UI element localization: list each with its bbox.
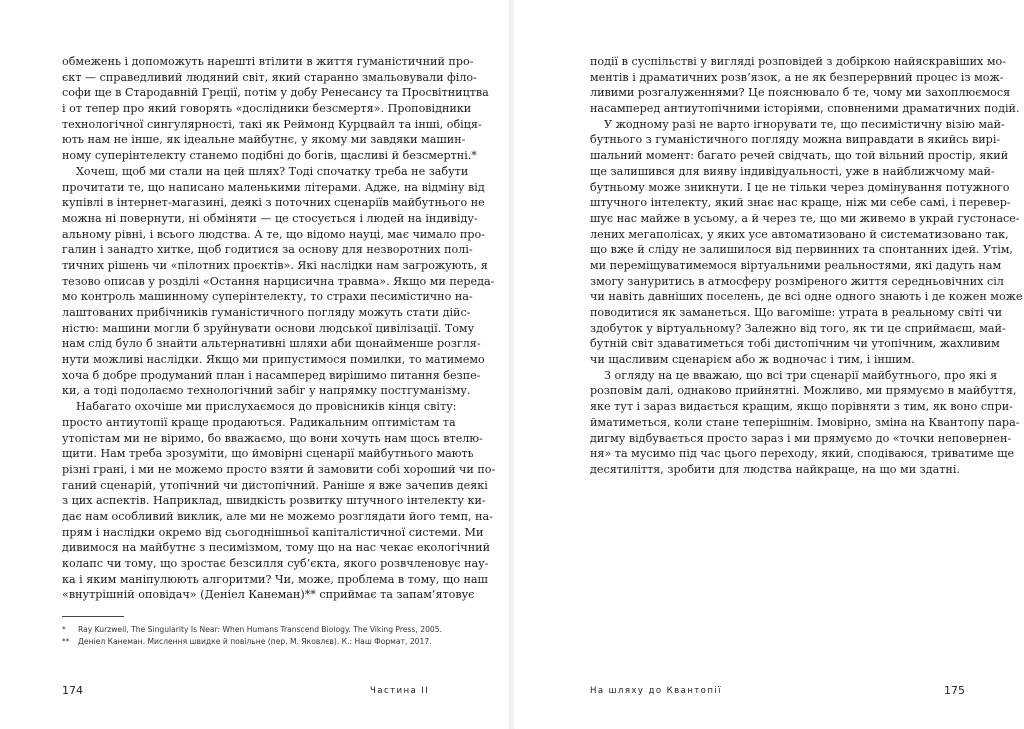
text-line: З огляду на це вважаю, що всі три сценарії майбутнього, про які я: [604, 368, 998, 382]
text-line: чи щасливим сценарієм або ж водночас і тим, і іншим.: [590, 353, 915, 367]
text-line: з цих аспектів. Наприклад, швидкість розвитку штучного інтелекту ки-: [62, 494, 486, 508]
text-line: Хочеш, щоб ми стали на цей шлях? Тоді спочатку треба не забути: [76, 164, 469, 178]
text-line: Набагато охочіше ми прислухаємося до провісників кінця світу:: [76, 400, 457, 414]
text-line: ють нам не інше, як ідеальне майбутнє, у якому ми завдяки машин-: [62, 133, 466, 147]
text-line: ня» та мусимо під час цього переходу, який, сподіваюся, триватиме ще: [590, 447, 1015, 461]
running-head: На шляху до Квантопії: [590, 686, 722, 696]
text-line: дигму відбувається просто зараз і ми прямуємо до «точки неповернен-: [590, 431, 1012, 445]
text-line: дає нам особливий виклик, але ми не можемо розглядати його темп, на-: [62, 509, 493, 523]
text-line: бутнього з гуманістичного погляду можна виправдати в якийсь вирі-: [590, 133, 1001, 147]
text-line: софи ще в Стародавній Греції, потім у добу Ренесансу та Просвітництва: [62, 86, 489, 100]
text-line: альному рівні, і всього людства. А те, що відомо науці, має чимало про-: [62, 227, 485, 241]
footnote: [62, 624, 442, 636]
text-line: і от тепер про який говорять «дослідники безсмертя». Проповідники: [62, 102, 472, 116]
text-line: поводитися як заманеться. Що вагоміше: утрата в реальному світі чи: [590, 306, 1003, 319]
footnotes: [62, 624, 442, 647]
text-line: дивимося на майбутнє з песимізмом, тому що на нас чекає екологічний: [62, 541, 490, 555]
right-page: [514, 0, 1024, 729]
text-line: єкт — справедливий людяний світ, який старанно змальовували філо-: [62, 70, 477, 84]
text-line: шальний момент: багато речей свідчать, що той вільний простір, який: [590, 149, 1009, 163]
footnote-mark: **: [62, 636, 70, 646]
text-line: здобуток у віртуальному? Залежно від того, як ти це сприймаєш, май-: [590, 321, 1006, 335]
text-line: лених мегаполісах, у яких усе автоматизовано й систематизовано так,: [590, 227, 1009, 241]
page-number: 174: [62, 684, 83, 697]
text-line: просто антиутопії краще продаються. Радикальним оптимістам та: [62, 415, 456, 429]
text-line: мо контроль машинному суперінтелекту, то страхи песимістично на-: [62, 290, 473, 304]
text-line: йматиметься, коли стане теперішнім. Імовірно, зміна на Квантопу пара-: [590, 415, 1020, 429]
text-line: прочитати те, що написано маленькими літерами. Адже, на відміну від: [62, 180, 485, 194]
text-line: ми переміщуватимемося віртуальними реальностями, які дадуть нам: [590, 258, 1002, 272]
text-line: насамперед антиутопічними історіями, сповненими драматичних подій.: [590, 102, 1020, 116]
text-line: можна ні повернути, ні обміняти — це стосується і людей на індивіду-: [62, 211, 478, 225]
text-line: змогу зануритись в атмосферу розміреного життя середньовічних сіл: [590, 274, 1004, 288]
text-line: утопістам ми не віримо, бо вважаємо, що вони хочуть нам щось втелю-: [62, 431, 483, 445]
text-line: шує нас майже в усьому, а й через те, що ми живемо в украй густонасе-: [590, 211, 1020, 225]
text-line: ному суперінтелекту станемо подібні до богів, щасливі й безсмертні.*: [62, 149, 477, 163]
running-head: Частина II: [370, 686, 430, 696]
text-line: хоча б добре продуманий план і насамперед вирішимо питання безпе-: [62, 368, 481, 382]
text-line: ки, а тоді подолаємо технологічний забіг у напрямку постгуманізму.: [62, 384, 471, 398]
text-line: «внутрішній оповідач» (Деніел Канеман)** сприймає та запам’ятовує: [62, 588, 475, 602]
text-line: бутньому може зникнути. І це не тільки через домінування потужного: [590, 180, 1010, 194]
text-line: яке тут і зараз видається кращим, якщо порівняти з тим, як воно спри-: [590, 400, 1013, 414]
text-line: технологічної сингулярності, такі як Реймонд Курцвайл та інші, обіця-: [62, 117, 482, 131]
text-line: ще залишився для вияву індивідуальності, уже в найближчому май-: [590, 164, 995, 178]
text-line: розповім далі, однаково прийнятні. Можливо, ми прямуємо в майбуття,: [590, 384, 1017, 398]
text-line: галин і занадто хитке, щоб годитися за основу для незворотних полі-: [62, 243, 473, 257]
text-line: штучного інтелекту, який знає нас краще, ніж ми себе самі, і перевер-: [590, 196, 1011, 210]
footnote-divider: [62, 616, 124, 617]
text-line: нути можливі наслідки. Якщо ми припустимося помилки, то матимемо: [62, 353, 485, 367]
footnote-text: Деніел Канеман. Мислення швидке й повільне (пер. М. Яковлєв). К.: Наш Формат, 2017.: [78, 636, 432, 646]
footnote-mark: *: [62, 625, 66, 634]
text-line: У жодному разі не варто ігнорувати те, що песимістичну візію май-: [604, 117, 1005, 131]
text-line: ментів і драматичних розв’язок, а не як безперервний процес із мож-: [590, 70, 1004, 84]
left-page-body: [62, 54, 496, 603]
text-line: колапс чи тому, що зростає безсилля суб’єкта, якого розвчленовує нау-: [62, 557, 489, 570]
page-number: 175: [944, 684, 965, 697]
footnote: [62, 636, 442, 648]
text-line: щити. Нам треба зрозуміти, що ймовірні сценарії майбутнього мають: [62, 447, 474, 461]
text-line: ливими розгалуженнями? Це пояснювало б те, чому ми захоплюємося: [590, 86, 1011, 100]
text-line: бутній світ здаватиметься тобі дистопічним чи утопічним, жахливим: [590, 337, 1000, 351]
text-line: ганий сценарій, утопічний чи дистопічний. Раніше я вже зачепив деякі: [62, 478, 488, 492]
text-line: різні грані, і ми не можемо просто взяти й замовити собі хороший чи по-: [62, 462, 496, 476]
text-line: нам слід було б знайти альтернативні шляхи аби щонайменше розгля-: [62, 337, 481, 351]
text-line: обмежень і допоможуть нарешті втілити в життя гуманістичний про-: [62, 55, 474, 68]
footnote-text: Ray Kurzweil, The Singularity Is Near: When Humans Transcend Biology. The Viking Press, 2005.: [78, 625, 442, 634]
text-line: ністю: машини могли б зруйнувати основи людської цивілізації. Тому: [62, 321, 475, 335]
text-line: чи навіть давніших поселень, де всі одне одного знають і де кожен може: [590, 290, 1023, 304]
text-line: десятиліття, зробити для людства найкраще, на що ми здатні.: [590, 462, 960, 476]
text-line: купівлі в інтернет-магазині, деякі з поточних сценаріїв майбутнього не: [62, 196, 485, 210]
text-line: прям і наслідки окремо від сьогоднішньої капіталістичної системи. Ми: [62, 525, 484, 539]
text-line: тезово описав у розділі «Остання нарцисична травма». Якщо ми переда-: [62, 274, 495, 288]
text-line: що вже й сліду не залишилося від первинних та спонтанних ідей. Утім,: [590, 243, 1013, 257]
right-page-body: [590, 54, 1023, 478]
text-line: тичних рішень чи «пілотних проєктів». Які наслідки нам загрожують, я: [62, 258, 488, 272]
text-line: ка і яким маніпулюють алгоритми? Чи, може, проблема в тому, що наш: [62, 572, 488, 586]
left-page: [0, 0, 510, 729]
text-line: події в суспільстві у вигляді розповідей з добіркою найяскравіших мо-: [590, 55, 1006, 68]
text-line: лаштованих прибічників гуманістичного погляду можуть стати дійс-: [62, 306, 471, 319]
